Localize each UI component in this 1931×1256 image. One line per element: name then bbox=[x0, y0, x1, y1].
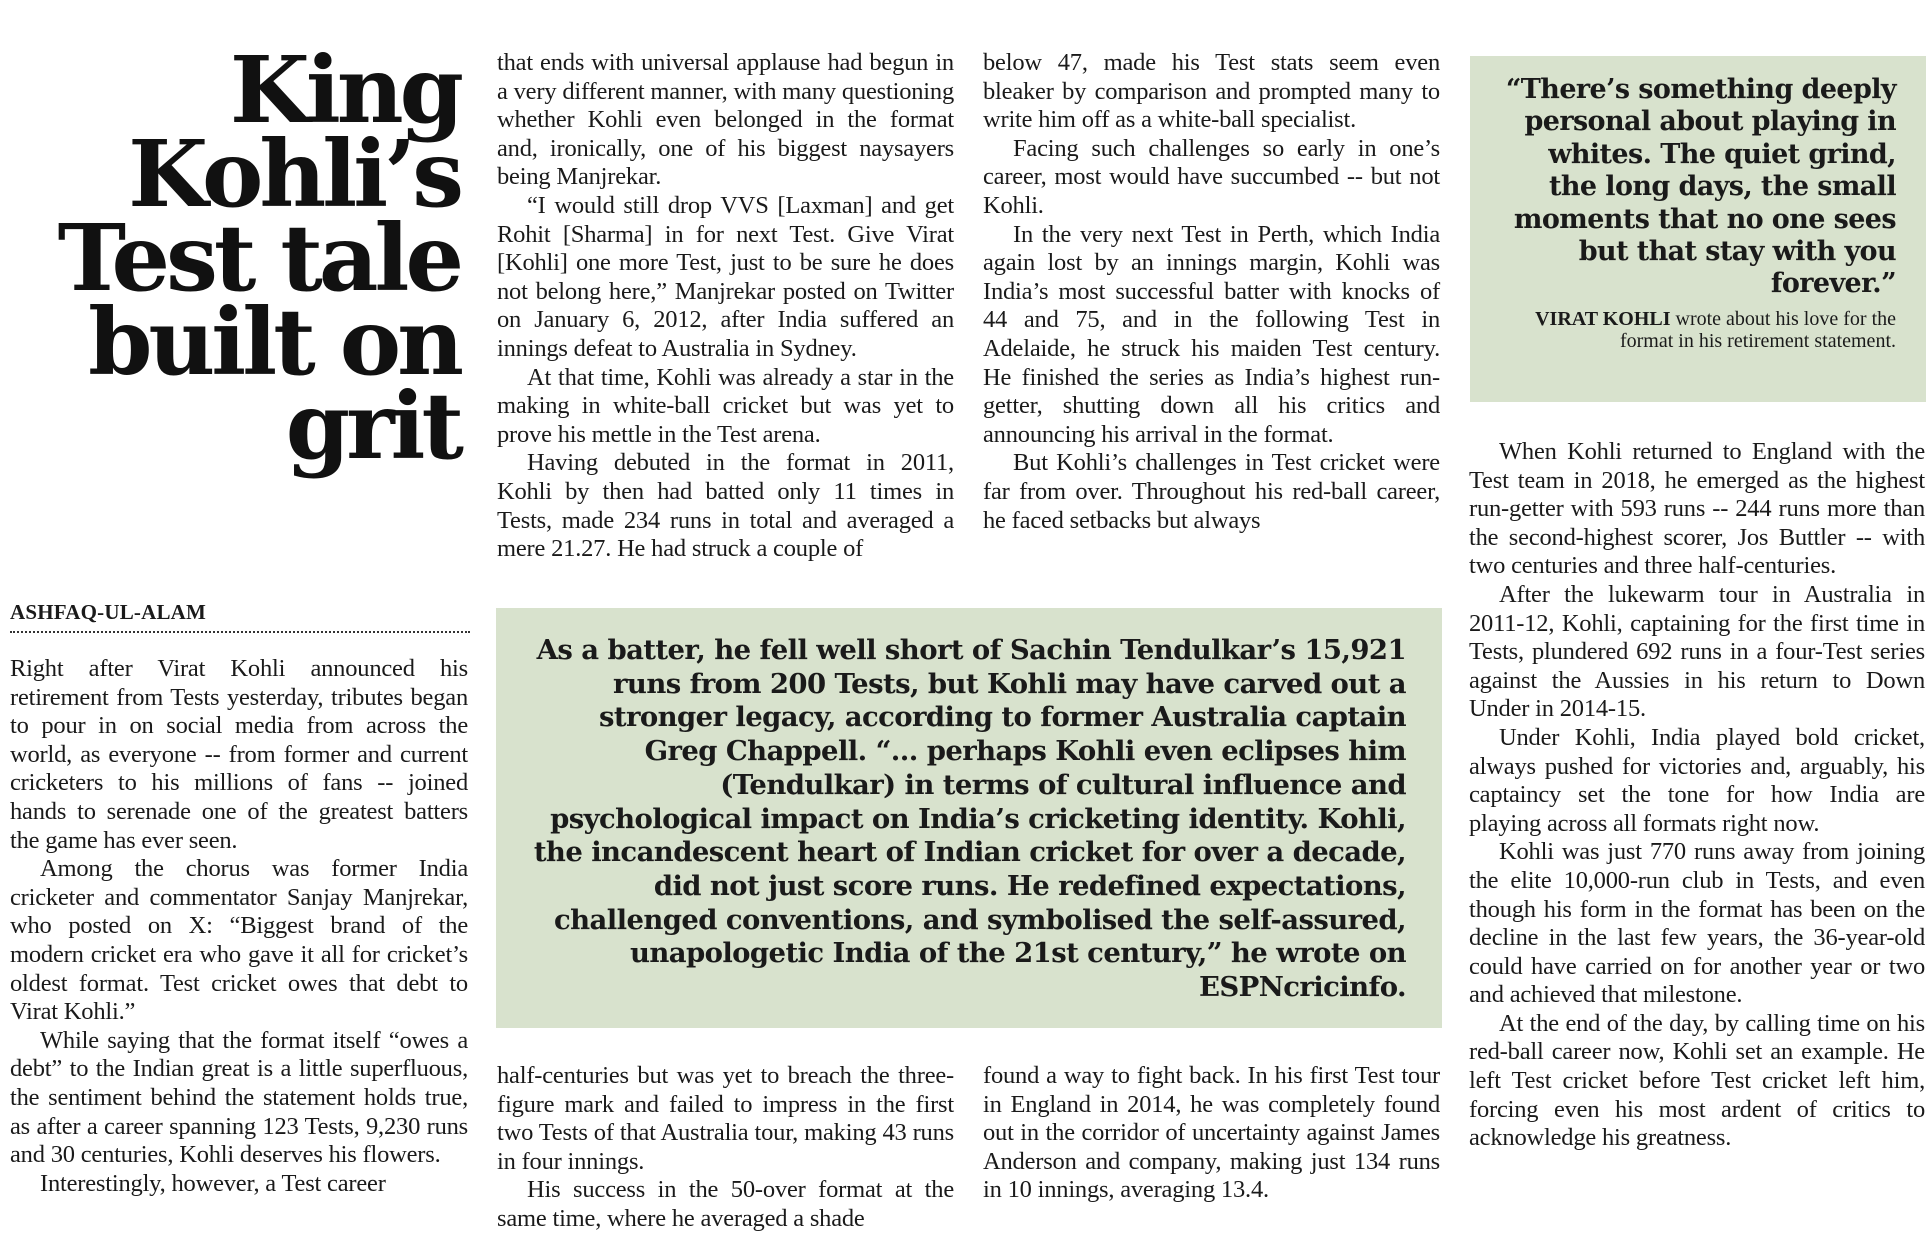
paragraph: Facing such challenges so early in one’s career, most would have succumbed -- but not Kohli. bbox=[983, 134, 1440, 219]
paragraph: Having debuted in the format in 2011, Kohli by then had batted only 11 times in Tests, made 234 runs in total and averaged a mere 21.27. He had struck a couple of bbox=[497, 449, 954, 563]
article-column-2-bottom bbox=[497, 1062, 954, 1234]
paragraph: In the very next Test in Perth, which India again lost by an innings margin, Kohli was India’s most successful batter with knocks of 44 and 75, and in the following Test in Adelaide, he struck his maiden Test century. He finished the series as India’s highest run-getter, shutting down all his critics and announcing his arrival in the format. bbox=[983, 220, 1440, 448]
paragraph: below 47, made his Test stats seem even bleaker by comparison and prompted many to write him off as a white-ball specialist. bbox=[983, 49, 1440, 134]
article-column-3-top bbox=[983, 49, 1440, 535]
paragraph: Interestingly, however, a Test career bbox=[40, 1169, 386, 1197]
paragraph: While saying that the format itself “owes a debt” to the Indian great is a little superfluous, the sentiment behind the statement holds true, as after a career spanning 123 Tests, 9,230 runs and 30 centuries, Kohli deserves his flowers. bbox=[10, 1026, 468, 1169]
paragraph: At the end of the day, by calling time on his red-ball career now, Kohli set an example. He left Test cricket before Test cricket left him, forcing even his most ardent of critics to acknowledge his greatness. bbox=[1469, 1009, 1925, 1152]
pull-quote-box bbox=[496, 608, 1442, 1028]
paragraph: found a way to fight back. In his first Test tour in England in 2014, he was completely found out in the corridor of uncertainty against James Anderson and company, making just 134 runs in 10 innings, averaging 13.4. bbox=[983, 1062, 1440, 1204]
side-quote-attribution-name: VIRAT KOHLI bbox=[1535, 308, 1671, 330]
paragraph: After the lukewarm tour in Australia in 2011-12, Kohli, captaining for the first time in Tests, plundered 692 runs in a four-Test series against the Aussies in his return to Down Under in 2014-15. bbox=[1469, 580, 1925, 723]
paragraph: His success in the 50-over format at the same time, where he averaged a shade bbox=[497, 1176, 954, 1232]
paragraph: But Kohli’s challenges in Test cricket were far from over. Throughout his red-ball career, he faced setbacks but always bbox=[983, 449, 1440, 534]
side-quote-caption bbox=[1496, 308, 1896, 352]
headline: King Kohli’s Test tale built on grit bbox=[57, 36, 460, 480]
article-column-2-top bbox=[497, 49, 954, 564]
article-column-3-bottom bbox=[983, 1062, 1440, 1205]
paragraph: Kohli was just 770 runs away from joining the elite 10,000-run club in Tests, and even though his form in the format has been on the decline in the last few years, the 36-year-old could have carried on for another year or two and achieved that milestone. bbox=[1469, 838, 1925, 1009]
paragraph: “I would still drop VVS [Laxman] and get Rohit [Sharma] in for next Test. Give Virat [Kohli] one more Test, just to be sure he does not belong here,” Manjrekar posted on Twitter on January 6, 2012, after India suffered an innings defeat to Australia in Sydney. bbox=[497, 191, 954, 362]
paragraph: that ends with universal applause had begun in a very different manner, with many questioning whether Kohli even belonged in the format and, ironically, one of his biggest naysayers being Manjrekar. bbox=[497, 49, 954, 191]
side-quote-text: “There’s something deeply personal about playing in whites. The quiet grind, the long days, the small moments that no one sees but that stay with you forever.” bbox=[1505, 74, 1896, 300]
paragraph: When Kohli returned to England with the Test team in 2018, he emerged as the highest run-getter with 593 runs -- 244 runs more than the second-highest scorer, Jos Buttler -- with two centuries and three half-centuries. bbox=[1469, 438, 1925, 580]
article-column-1 bbox=[10, 655, 468, 1198]
side-quote-box bbox=[1470, 56, 1926, 402]
byline: ASHFAQ-UL-ALAM bbox=[10, 600, 470, 633]
paragraph: At that time, Kohli was already a star in the making in white-ball cricket but was yet to prove his mettle in the Test arena. bbox=[497, 363, 954, 448]
paragraph: Right after Virat Kohli announced his retirement from Tests yesterday, tributes began to pour in on social media from across the world, as everyone -- from former and current cricketers to his millions of fans -- joined hands to serenade one of the greatest batters the game has ever seen. bbox=[10, 655, 468, 854]
paragraph: half-centuries but was yet to breach the three-figure mark and failed to impress in the first two Tests of that Australia tour, making 43 runs in four innings. bbox=[497, 1062, 954, 1175]
paragraph: Under Kohli, India played bold cricket, always pushed for victories and, arguably, his captaincy set the tone for how India are playing across all formats right now. bbox=[1469, 723, 1925, 837]
pull-quote-text: As a batter, he fell well short of Sachin Tendulkar’s 15,921 runs from 200 Tests, but Kohli may have carved out a stronger legacy, according to former Australia captain Greg Chappell. “... perhaps Kohli even eclipses him (Tendulkar) in terms of cultural influence and psychological impact on India’s cricketing identity. Kohli, the incandescent heart of Indian cricket for over a decade, did not just score runs. He redefined expectations, challenged conventions, and symbolised the self-assured, unapologetic India of the 21st century,” he wrote on ESPNcricinfo. bbox=[533, 634, 1406, 1004]
article-column-4 bbox=[1469, 438, 1925, 1153]
side-quote-attribution-text: wrote about his love for the format in his retirement statement. bbox=[1619, 308, 1896, 352]
paragraph: Among the chorus was former India cricketer and commentator Sanjay Manjrekar, who posted on X: “Biggest brand of the modern cricket era who gave it all for cricket’s oldest format. Test cricket owes that debt to Virat Kohli.” bbox=[10, 855, 468, 1026]
